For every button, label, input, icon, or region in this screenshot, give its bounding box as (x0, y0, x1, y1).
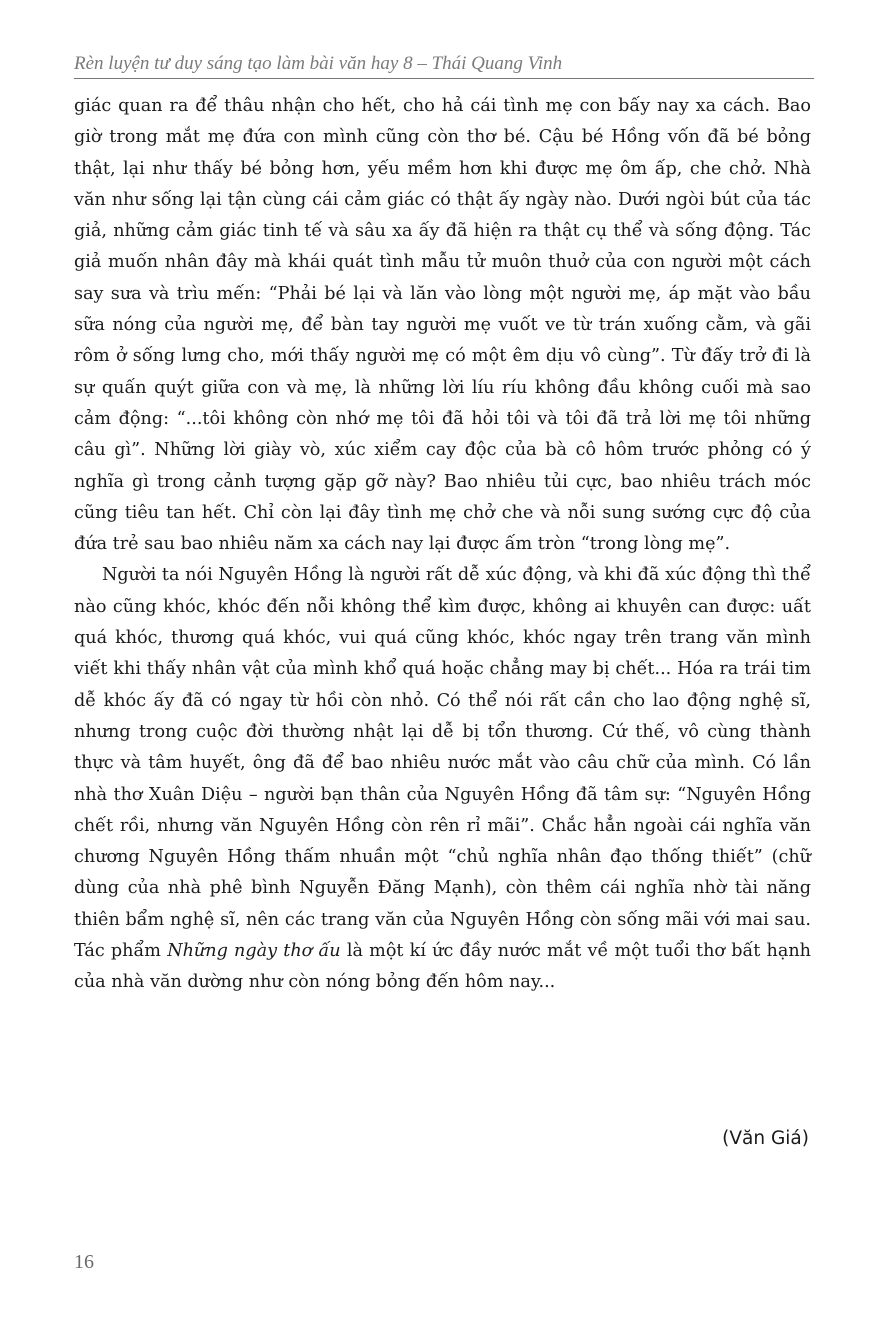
page-number: 16 (74, 1251, 94, 1273)
paragraph-1: giác quan ra để thâu nhận cho hết, cho hả cái tình mẹ con bấy nay xa cách. Bao giờ trong mắt mẹ đứa con mình cũng còn thơ bé. Cậu bé Hồng vốn đã bé bỏng thật, lại như thấy bé bỏng hơn, yếu mềm hơn khi được mẹ ôm ấp, che chở. Nhà văn như sống lại tận cùng cái cảm giác có thật ấy ngày nào. Dưới ngòi bút của tác giả, những cảm giác tinh tế và sâu xa ấy đã hiện ra thật cụ thể và sống động. Tác giả muốn nhân đây mà khái quát tình mẫu tử muôn thuở của con người một cách say sưa và trìu mến: “Phải bé lại và lăn vào lòng một người mẹ, áp mặt vào bầu sữa nóng của người mẹ, để bàn tay người mẹ vuốt ve từ trán xuống cằm, và gãi rôm ở sống lưng cho, mới thấy người mẹ có một êm dịu vô cùng”. Từ đấy trở đi là sự quấn quýt giữa con và mẹ, là những lời líu ríu không đầu không cuối mà sao cảm động: “...tôi không còn nhớ mẹ tôi đã hỏi tôi và tôi đã trả lời mẹ tôi những câu gì”. Những lời giày vò, xúc xiểm cay độc của bà cô hôm trước phỏng có ý nghĩa gì trong cảnh tượng gặp gỡ này? Bao nhiêu tủi cực, bao nhiêu trách móc cũng tiêu tan hết. Chỉ còn lại đây tình mẹ chở che và nỗi sung sướng cực độ của đứa trẻ sau bao nhiêu năm xa cách nay lại được ấm tròn “trong lòng mẹ”. (74, 96, 811, 555)
work-title: Những ngày thơ ấu (167, 941, 341, 962)
article-body (74, 91, 811, 999)
paragraph-2-end: là một kí ức đầy nước mắt về một tuổi thơ bất hạnh của nhà văn dường như còn nóng bỏng đến hôm nay... (74, 941, 812, 993)
running-header (74, 52, 814, 79)
running-title: Rèn luyện tư duy sáng tạo làm bài văn hay 8 – Thái Quang Vinh (74, 53, 563, 74)
paragraph-2-text: Người ta nói Nguyên Hồng là người rất dễ xúc động, và khi đã xúc động thì thể nào cũng khóc, khóc đến nỗi không thể kìm được, không ai khuyên can được: uất quá khóc, thương quá khóc, vui quá cũng khóc, khóc ngay trên trang văn mình viết khi thấy nhân vật của mình khổ quá hoặc chẳng may bị chết... Hóa ra trái tim dễ khóc ấy đã có ngay từ hồi còn nhỏ. Có thể nói rất cần cho lao động nghệ sĩ, nhưng trong cuộc đời thường nhật lại dễ bị tổn thương. Cứ thế, vô cùng thành thực và tâm huyết, ông đã để bao nhiêu nước mắt vào câu chữ của mình. Có lần nhà thơ Xuân Diệu – người bạn thân của Nguyên Hồng đã tâm sự: “Nguyên Hồng chết rồi, nhưng văn Nguyên Hồng còn rên rỉ mãi”. Chắc hẳn ngoài cái nghĩa văn chương Nguyên Hồng thấm nhuần một “chủ nghĩa nhân đạo thống thiết” (chữ dùng của nhà phê bình Nguyễn Đăng Mạnh), còn thêm cái nghĩa nhờ tài năng thiên bẩm nghệ sĩ, nên các trang văn của Nguyên Hồng còn sống mãi với mai sau. Tác phẩm (74, 565, 811, 962)
paragraph-2 (74, 560, 811, 998)
author-credit: (Văn Giá) (722, 1128, 809, 1149)
